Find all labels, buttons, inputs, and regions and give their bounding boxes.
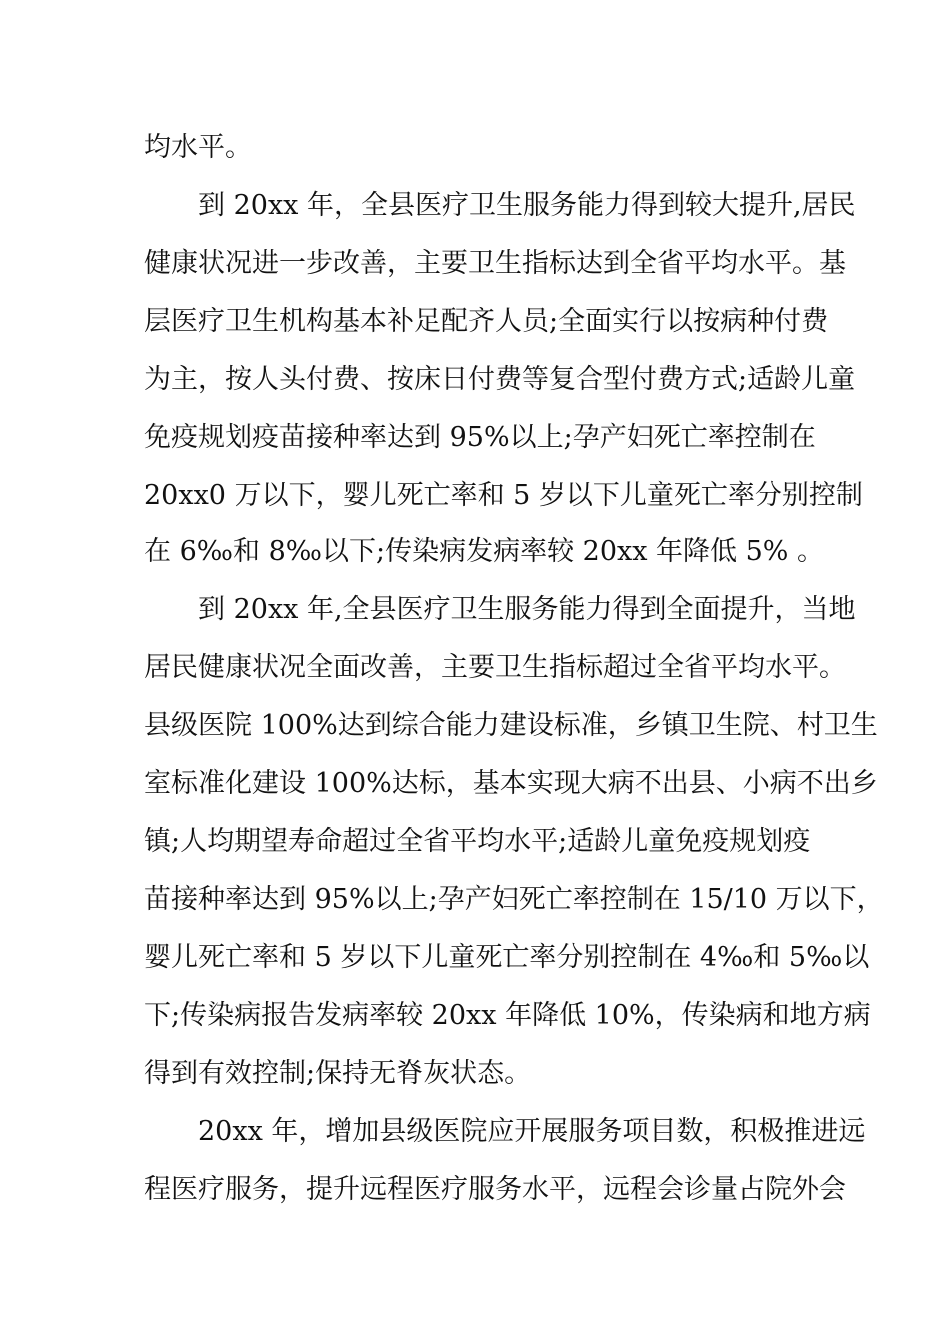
paragraph-first-line: 到 20xx 年，全县医疗卫生服务能力得到较大提升,居民 <box>198 190 856 221</box>
text-line: 均水平。 <box>144 132 252 163</box>
text-line: 层医疗卫生机构基本补足配齐人员;全面实行以按病种付费 <box>144 306 829 337</box>
text-line: 室标准化建设 100%达标，基本实现大病不出县、小病不出乡 <box>144 768 878 799</box>
text-line: 下;传染病报告发病率较 20xx 年降低 10%，传染病和地方病 <box>144 1000 871 1031</box>
text-line: 苗接种率达到 95%以上;孕产妇死亡率控制在 15/10 万以下， <box>144 884 884 915</box>
text-line: 得到有效控制;保持无脊灰状态。 <box>144 1058 532 1089</box>
text-line: 居民健康状况全面改善，主要卫生指标超过全省平均水平。 <box>144 652 846 683</box>
text-line: 健康状况进一步改善，主要卫生指标达到全省平均水平。基 <box>144 248 846 279</box>
text-line: 县级医院 100%达到综合能力建设标准，乡镇卫生院、村卫生 <box>144 710 878 741</box>
text-line: 程医疗服务，提升远程医疗服务水平，远程会诊量占院外会 <box>144 1174 846 1205</box>
text-line: 婴儿死亡率和 5 岁以下儿童死亡率分别控制在 4‰和 5‰以 <box>144 942 870 973</box>
paragraph-first-line: 20xx 年，增加县级医院应开展服务项目数，积极推进远 <box>198 1116 866 1147</box>
text-line: 免疫规划疫苗接种率达到 95%以上;孕产妇死亡率控制在 <box>144 422 816 453</box>
text-line: 在 6‰和 8‰以下;传染病发病率较 20xx 年降低 5% 。 <box>144 536 825 567</box>
text-line: 20xx0 万以下，婴儿死亡率和 5 岁以下儿童死亡率分别控制 <box>144 480 863 511</box>
text-line: 镇;人均期望寿命超过全省平均水平;适龄儿童免疫规划疫 <box>144 826 811 857</box>
text-line: 为主，按人头付费、按床日付费等复合型付费方式;适龄儿童 <box>144 364 856 395</box>
paragraph-first-line: 到 20xx 年,全县医疗卫生服务能力得到全面提升，当地 <box>198 594 856 625</box>
